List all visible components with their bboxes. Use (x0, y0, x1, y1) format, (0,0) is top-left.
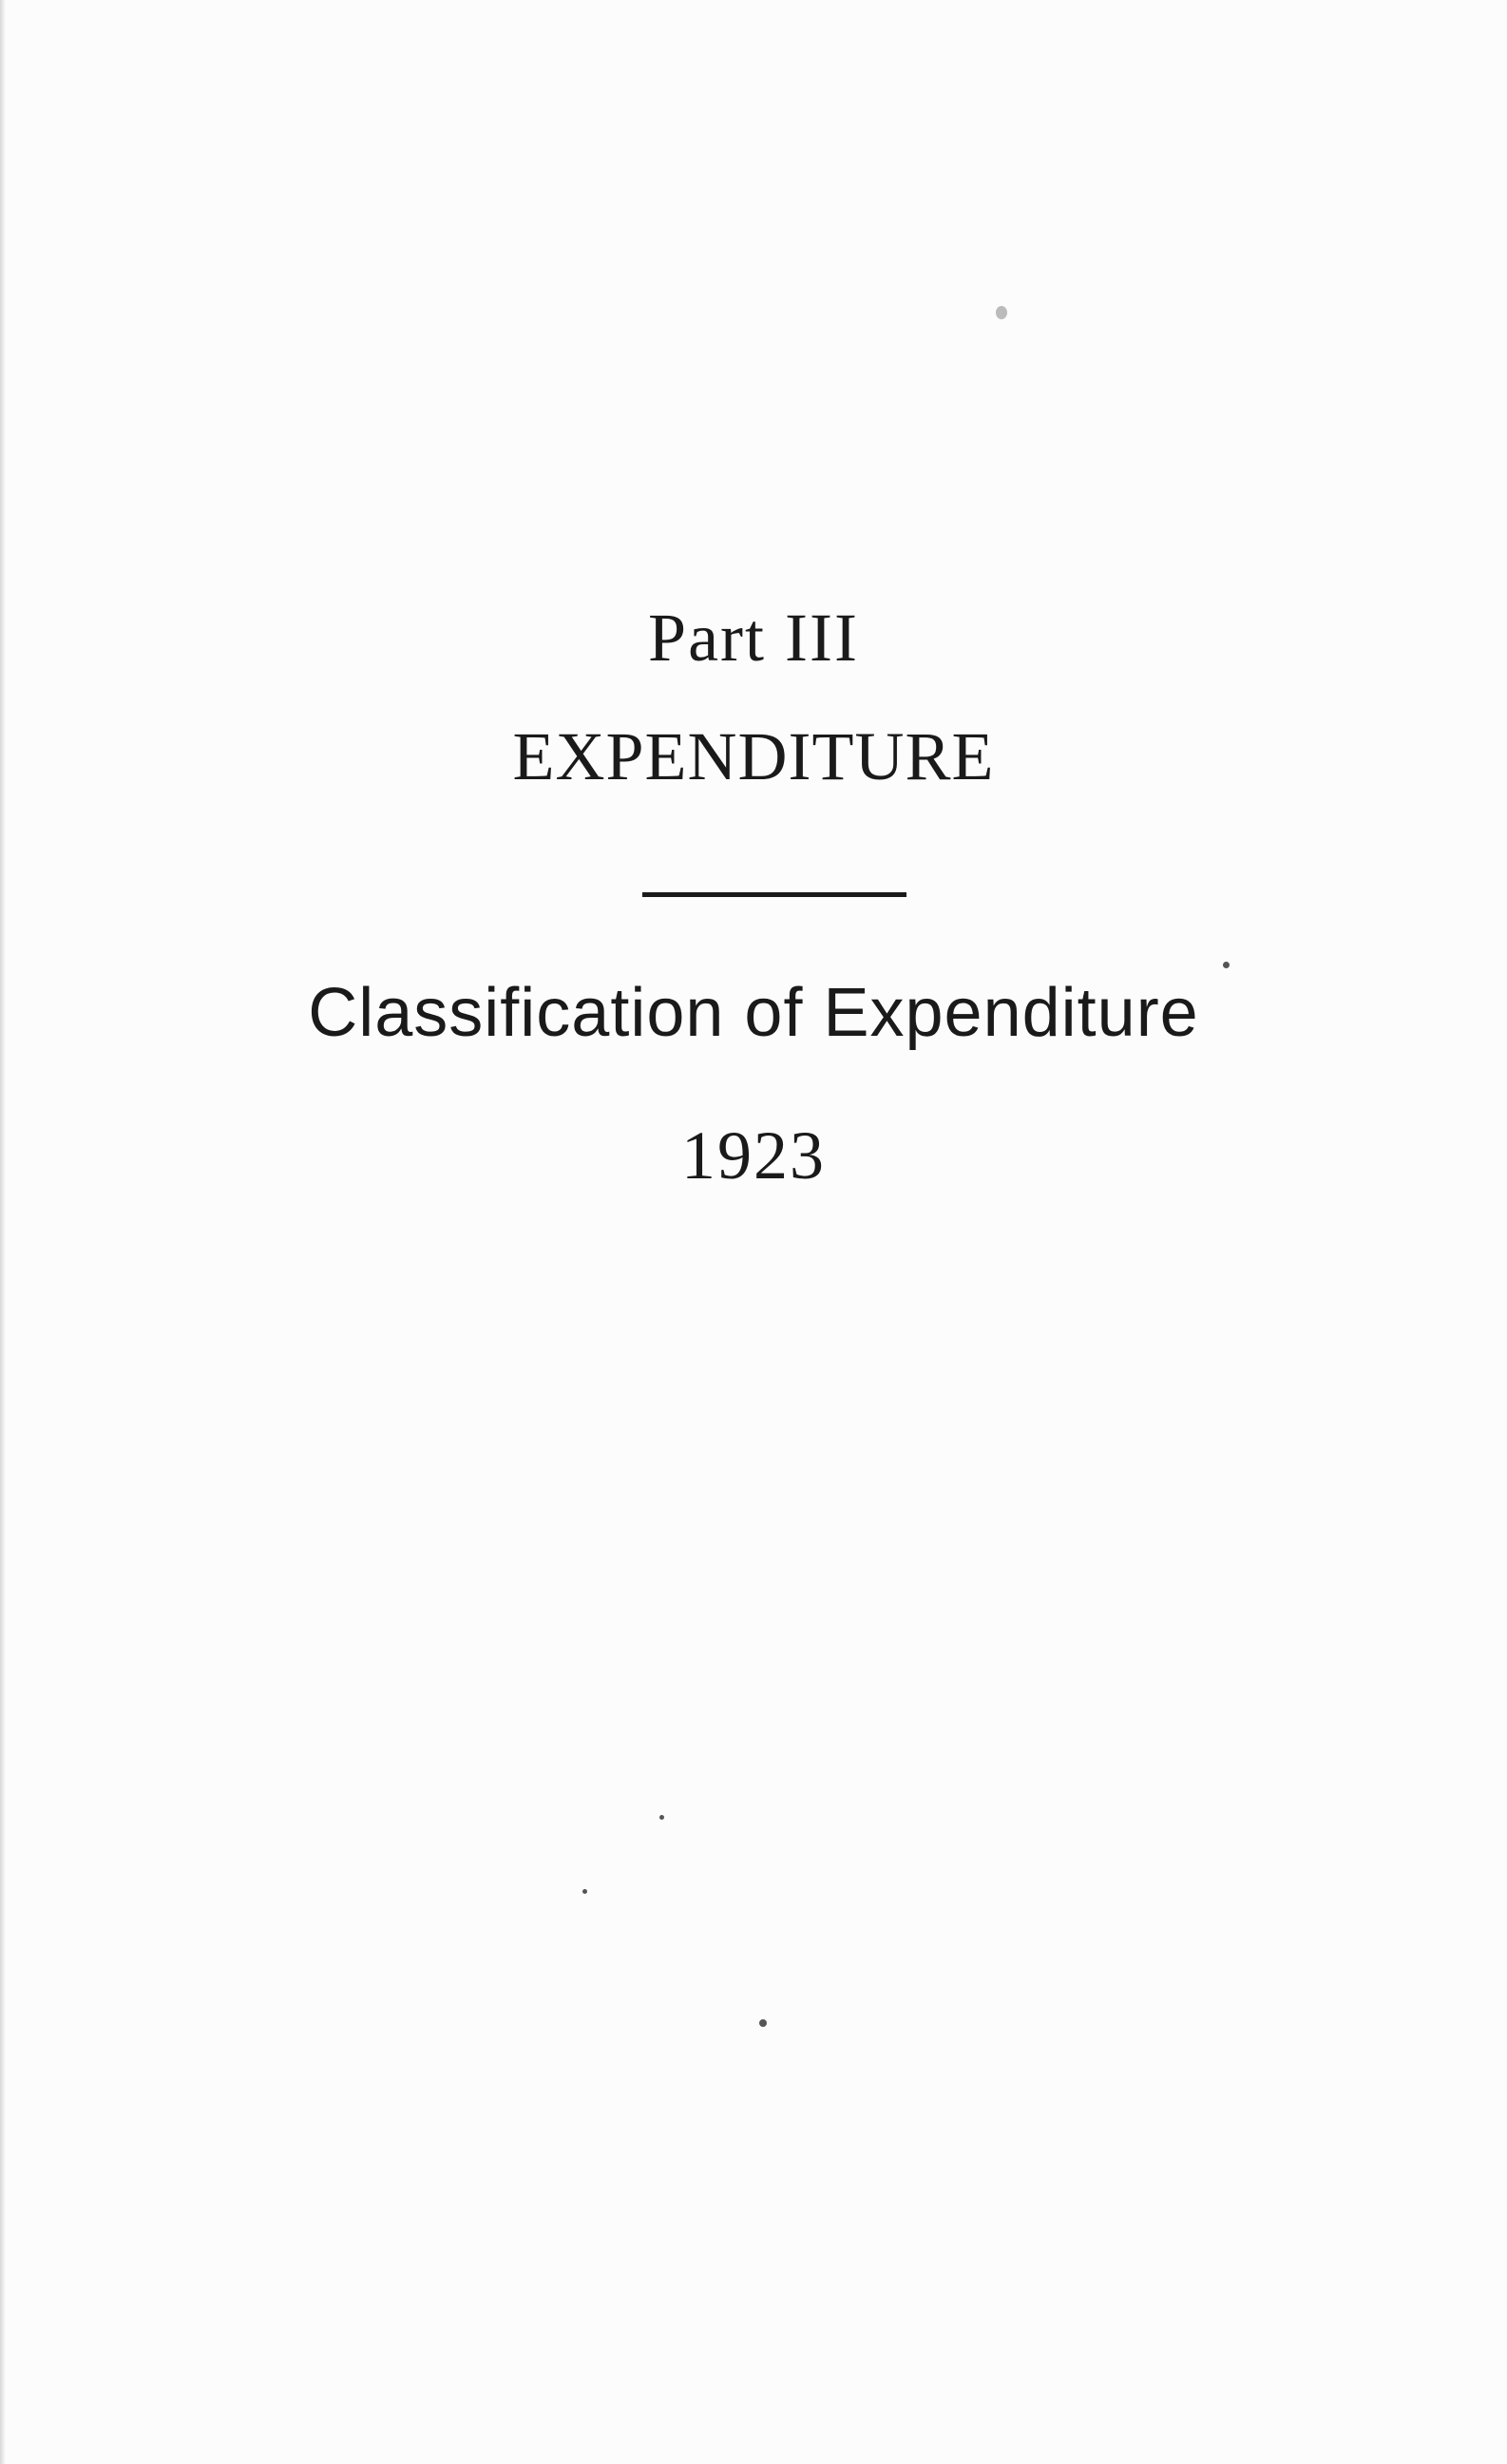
section-title: EXPENDITURE (512, 718, 995, 794)
scan-speck (759, 2019, 767, 2027)
scan-speck (582, 1889, 587, 1894)
scan-speck (1223, 962, 1230, 968)
subtitle: Classification of Expenditure (308, 975, 1199, 1051)
scan-speck (659, 1815, 664, 1820)
scan-speck (996, 306, 1007, 319)
part-label: Part III (648, 600, 859, 676)
page-edge-shadow (0, 0, 6, 2464)
year: 1923 (681, 1117, 826, 1194)
title-divider (642, 892, 906, 897)
